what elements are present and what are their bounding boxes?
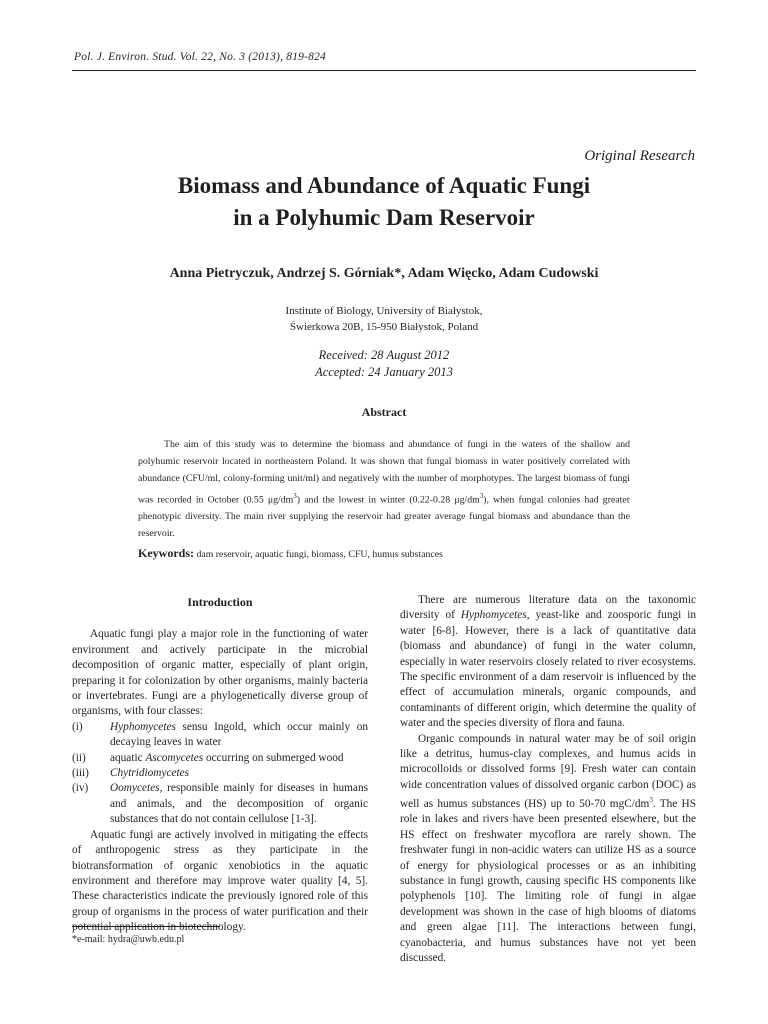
left-column xyxy=(72,593,368,936)
list-item-rest: , responsible mainly for diseases in humans and animals, and the decomposition of organic substances that do not contain cellulose [1-3]. xyxy=(110,782,368,826)
corresponding-author-email: *e-mail: hydra@uwb.edu.pl xyxy=(72,934,185,945)
intro-paragraph-1: Aquatic fungi play a major role in the functioning of water environment and actively participate in the microbial decomposition of organic matter, especially of plant origin, preparing it for colonization by other organisms, mainly bacteria or invertebrates. Fungi are a phylogenetically diverse group of organisms, with four classes: xyxy=(72,628,368,718)
affiliation-line-1: Institute of Biology, University of Białystok, xyxy=(285,305,483,317)
taxon-name: Hyphomycetes xyxy=(460,609,527,622)
list-item-number: (ii) xyxy=(72,751,86,764)
text-span: Organic compounds in natural water may be of soil origin like a detritus, humus-clay complexes, and humus acids in microcolloids or dissolved forms [9]. Fresh water can contain wide concentration values of dissolved organic carbon (DOC) as well as humus substances (HS) up to 50-70 mgC/dm xyxy=(400,732,696,811)
superscript: 3 xyxy=(649,796,653,805)
title-line-2: in a Polyhumic Dam Reservoir xyxy=(233,205,535,230)
article-dates xyxy=(0,347,768,381)
footnote-rule xyxy=(72,926,220,927)
list-item-text xyxy=(110,720,368,751)
list-item-text xyxy=(110,751,368,766)
list-item-text xyxy=(110,766,368,781)
header-rule xyxy=(72,70,696,71)
taxon-name: Hyphomycetes xyxy=(110,720,176,733)
article-title xyxy=(0,170,768,234)
abstract-text-2: ) and the lowest in winter (0.22-0.28 μg/dm xyxy=(296,493,480,505)
list-item-pre: aquatic xyxy=(110,751,146,764)
list-item-text xyxy=(110,781,368,827)
class-list-item xyxy=(72,720,368,751)
abstract-heading: Abstract xyxy=(361,405,407,419)
affiliation-line-2: Świerkowa 20B, 15-950 Białystok, Poland xyxy=(289,321,479,333)
keywords xyxy=(138,546,638,561)
article-type: Original Research xyxy=(584,148,695,164)
list-item-number: (i) xyxy=(72,720,83,733)
abstract-sup-2: 3 xyxy=(479,491,484,500)
taxon-name: Chytridiomycetes xyxy=(110,767,190,780)
affiliation xyxy=(0,303,768,335)
list-item-number: (iii) xyxy=(72,767,89,780)
received-date: Received: 28 August 2012 xyxy=(318,348,450,362)
text-span: . The HS role in lakes and rivers have been presented elsewhere, but the HS effect on freshwater mycoflora are rarely shown. The freshwater fungi in non-acidic waters can utilize HS as a source of energy for physiological processes or as an inhibiting substance in fungi growth, causing specific HS components like polyphenols [10]. The limiting role of fungi in algae development was shown in the case of high blooms of diatoms and green algae [11]. The interactions between fungi, cyanobacteria, and humus substances have not yet been discussed. xyxy=(400,798,696,965)
class-list-item xyxy=(72,781,368,827)
text-span: There are numerous literature data on the taxonomic diversity of xyxy=(400,594,696,622)
class-list-item xyxy=(72,751,368,766)
accepted-date: Accepted: 24 January 2013 xyxy=(315,365,453,379)
list-item-rest: sensu Ingold, which occur mainly on decaying leaves in water xyxy=(110,720,368,749)
keywords-text: dam reservoir, aquatic fungi, biomass, CFU, humus substances xyxy=(196,549,443,560)
right-paragraph-1 xyxy=(400,593,696,732)
abstract-text-3: ), when fungal colonies had greater phenotypic diversity. The main river supplying the reservoir had greater average fungal biomass and abundance than the reservoir. xyxy=(138,493,630,540)
class-list-item xyxy=(72,766,368,781)
right-column xyxy=(400,593,696,967)
abstract-text-1: The aim of this study was to determine the biomass and abundance of fungi in the waters of the shallow and polyhumic reservoir located in northeastern Poland. It was shown that fungal biomass in water positively correlated with abundance (CFU/ml, colony-forming unit/ml) and negatively with the number of morphotypes. The largest biomass of fungi was recorded in October (0.55 μg/dm xyxy=(138,439,630,505)
title-line-1: Biomass and Abundance of Aquatic Fungi xyxy=(177,173,591,198)
list-item-rest: occurring on submerged wood xyxy=(203,751,344,764)
text-span: , yeast-like and zoosporic fungi in water [6-8]. However, there is a lack of quantitative data (biomass and abundance) of fungi in the water column, especially in water reservoirs closely related to river ecosystems. The specific environment of a dam reservoir is influenced by the effect of accumulation minerals, organic compounds, and contaminants of different origin, which determine the quality of water and the species diversity of flora and fauna. xyxy=(400,609,696,730)
list-item-number: (iv) xyxy=(72,782,89,795)
authors: Anna Pietryczuk, Andrzej S. Górniak*, Adam Więcko, Adam Cudowski xyxy=(169,266,599,281)
right-paragraph-2 xyxy=(400,732,696,967)
taxon-name: Ascomycetes xyxy=(145,751,204,764)
intro-paragraph-2: Aquatic fungi are actively involved in mitigating the effects of anthropogenic stress as they participate in the biotransformation of organic xenobiotics in the aquatic environment and therefore may improve water quality [4, 5]. These characteristics indicate the previously ignored role of this group of organisms in the process of water purification and their potential application in biotechnology. xyxy=(72,828,368,934)
keywords-label: Keywords: xyxy=(138,546,194,560)
abstract-sup-1: 3 xyxy=(293,491,297,500)
abstract-body xyxy=(138,436,630,542)
journal-citation: Pol. J. Environ. Stud. Vol. 22, No. 3 (2013), 819-824 xyxy=(74,51,326,63)
introduction-heading: Introduction xyxy=(187,595,253,609)
taxon-name: Oomycetes xyxy=(110,782,160,795)
